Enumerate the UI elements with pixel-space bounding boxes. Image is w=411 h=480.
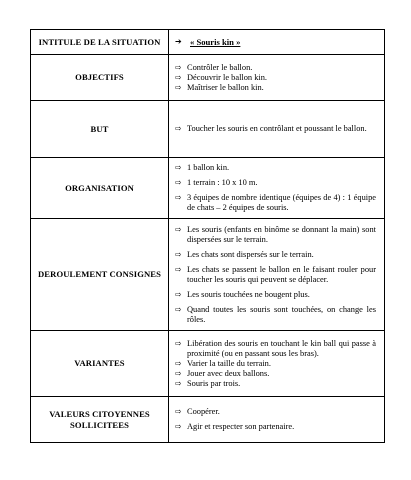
row-title <box>31 30 385 55</box>
row-but <box>31 101 385 158</box>
arrow-bullet-icon: ⇨ <box>175 264 182 274</box>
label-organisation: ORGANISATION <box>31 158 169 219</box>
row-valeurs <box>31 397 385 443</box>
list-item: ⇨ Maîtriser le ballon kin. <box>175 82 264 92</box>
label-but: BUT <box>31 101 169 158</box>
list-item: ⇨ Coopérer. <box>175 407 220 416</box>
content-variantes <box>169 331 385 397</box>
arrow-bullet-icon: ⇨ <box>175 224 182 234</box>
list-item: ⇨ 3 équipes de nombre identique (équipes de 4) : 1 équipe de chats – 2 équipes de souris. <box>175 193 376 212</box>
list-item: ⇨ Les souris touchées ne bougent plus. <box>175 289 310 299</box>
list-item: ⇨ Contrôler le ballon. <box>175 62 253 72</box>
content-deroulement <box>169 219 385 331</box>
label-valeurs: VALEURS CITOYENNES SOLLICITEES <box>31 397 169 443</box>
arrow-bullet-icon: ⇨ <box>175 62 182 72</box>
arrow-bullet-icon: ⇨ <box>175 72 182 82</box>
list-item: ⇨ Libération des souris en touchant le kin ball qui passe à proximité (ou en passant sous les bras). <box>175 338 376 358</box>
arrow-bullet-icon: ⇨ <box>175 368 182 378</box>
arrow-bullet-icon: ⇨ <box>175 378 182 388</box>
situation-title: « Souris kin » <box>190 37 241 47</box>
row-deroulement <box>31 219 385 331</box>
list-item: ⇨ 1 ballon kin. <box>175 163 230 172</box>
row-variantes <box>31 331 385 397</box>
list-item: ⇨ Découvrir le ballon kin. <box>175 72 268 82</box>
list-item: ⇨ Souris par trois. <box>175 378 241 388</box>
list-item: ⇨ Quand toutes les souris sont touchées, on change les rôles. <box>175 304 376 324</box>
arrow-bullet-icon: ⇨ <box>175 304 182 314</box>
content-intitule <box>169 30 385 55</box>
row-organisation <box>31 158 385 219</box>
arrow-bullet-icon: ⇨ <box>175 289 182 299</box>
arrow-bullet-icon: ⇨ <box>175 178 182 187</box>
arrow-bullet-icon: ⇨ <box>175 82 182 92</box>
arrow-bullet-icon: ⇨ <box>175 422 182 431</box>
arrow-bullet-icon: ⇨ <box>175 338 182 348</box>
list-item: ⇨ Toucher les souris en contrôlant et poussant le ballon. <box>175 124 367 133</box>
list-item: ⇨ Les souris (enfants en binôme se donnant la main) sont dispersées sur le terrain. <box>175 224 376 244</box>
list-item: ⇨ 1 terrain : 10 x 10 m. <box>175 178 258 187</box>
content-organisation <box>169 158 385 219</box>
content-but <box>169 101 385 158</box>
content-valeurs <box>169 397 385 443</box>
list-item: ⇨ Jouer avec deux ballons. <box>175 368 270 378</box>
list-item: ⇨ Les chats sont dispersés sur le terrain. <box>175 249 314 259</box>
arrow-bullet-icon: ➔ <box>175 37 182 46</box>
arrow-bullet-icon: ⇨ <box>175 358 182 368</box>
content-objectifs <box>169 55 385 101</box>
arrow-bullet-icon: ⇨ <box>175 163 182 172</box>
arrow-bullet-icon: ⇨ <box>175 407 182 416</box>
row-objectifs <box>31 55 385 101</box>
list-item: ⇨ Agir et respecter son partenaire. <box>175 422 295 431</box>
session-sheet-table <box>30 29 385 443</box>
label-variantes: VARIANTES <box>31 331 169 397</box>
arrow-bullet-icon: ⇨ <box>175 193 182 202</box>
list-item: ⇨ Les chats se passent le ballon en le faisant rouler pour toucher les souris qui peuvent se déplacer. <box>175 264 376 284</box>
arrow-bullet-icon: ⇨ <box>175 249 182 259</box>
label-intitule: INTITULE DE LA SITUATION <box>31 30 169 55</box>
label-objectifs: OBJECTIFS <box>31 55 169 101</box>
list-item: ⇨ Varier la taille du terrain. <box>175 358 271 368</box>
arrow-bullet-icon: ⇨ <box>175 124 182 133</box>
label-deroulement: DEROULEMENT CONSIGNES <box>31 219 169 331</box>
